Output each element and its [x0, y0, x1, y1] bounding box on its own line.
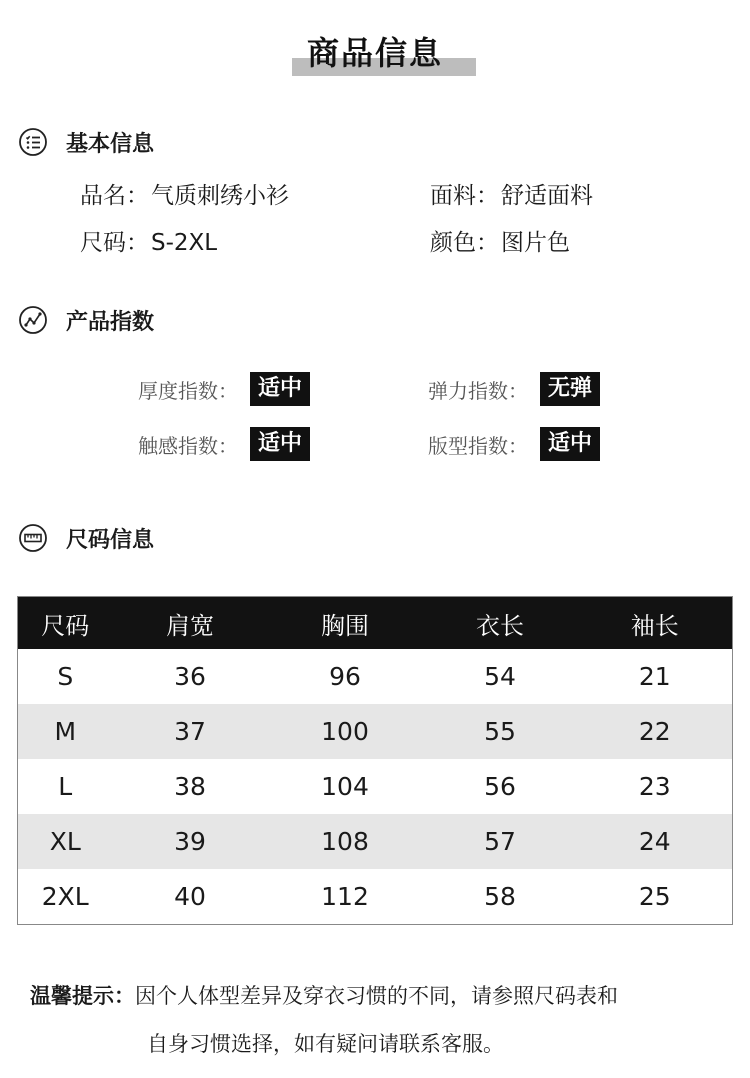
table-cell: 2XL: [41, 882, 89, 911]
table-cell: M: [18, 704, 113, 759]
index-item-thickness: [138, 371, 310, 407]
info-value: 图片色: [501, 230, 570, 256]
table-cell: 37: [113, 704, 268, 759]
index-value-badge: 无弹: [540, 372, 600, 406]
info-item-size: [80, 227, 217, 259]
page-title: 商品信息: [306, 34, 443, 72]
section-title: 基本信息: [66, 131, 155, 157]
table-cell: 57: [423, 814, 578, 869]
info-value: 气质刺绣小衫: [151, 183, 289, 209]
tip-text: 因个人体型差异及穿衣习惯的不同，请参照尺码表和: [135, 984, 618, 1008]
page-title-block: [0, 30, 750, 80]
table-cell: S: [57, 662, 74, 691]
index-item-fit: [428, 426, 600, 462]
table-cell: 56: [484, 772, 516, 801]
index-value-badge: 适中: [250, 427, 310, 461]
table-cell: 38: [174, 772, 206, 801]
list-icon: [18, 127, 48, 157]
size-table: [17, 596, 733, 925]
tip-line-2: [147, 1028, 504, 1058]
table-row: [18, 814, 733, 869]
info-label: 品名：: [80, 183, 149, 209]
section-title: 尺码信息: [66, 527, 155, 553]
table-row: [18, 704, 733, 759]
index-value-badge: 适中: [540, 427, 600, 461]
info-item-color: [430, 227, 570, 259]
index-label: 弹力指数：: [428, 378, 528, 403]
info-label: 颜色：: [430, 230, 499, 256]
table-row: [18, 649, 733, 704]
index-item-touch: [138, 426, 310, 462]
index-label: 触感指数：: [138, 433, 238, 458]
tip-line-1: [30, 980, 618, 1010]
index-value-badge: 适中: [250, 372, 310, 406]
table-cell: 96: [329, 662, 361, 691]
table-header-row: [18, 597, 733, 650]
column-header: 衣长: [423, 597, 578, 650]
column-header: 袖长: [578, 597, 733, 650]
section-basic-info: [18, 126, 154, 158]
trend-chart-icon: [18, 305, 48, 335]
index-item-elasticity: [428, 371, 600, 407]
table-cell: L: [58, 772, 73, 801]
section-product-index: [18, 304, 154, 336]
index-label: 厚度指数：: [138, 378, 238, 403]
info-label: 尺码：: [80, 230, 149, 256]
tip-text: 自身习惯选择，如有疑问请联系客服。: [147, 1032, 504, 1056]
table-cell: 104: [321, 772, 369, 801]
table-cell: 40: [174, 882, 206, 911]
table-cell: 55: [423, 704, 578, 759]
column-header: 胸围: [268, 597, 423, 650]
section-title: 产品指数: [66, 309, 155, 335]
table-row: [18, 759, 733, 814]
table-cell: 24: [578, 814, 733, 869]
index-label: 版型指数：: [428, 433, 528, 458]
info-label: 面料：: [430, 183, 499, 209]
section-size-info: [18, 522, 154, 554]
table-cell: 100: [268, 704, 423, 759]
info-value: 舒适面料: [501, 183, 593, 209]
table-cell: 54: [484, 662, 516, 691]
table-cell: 25: [638, 882, 671, 911]
table-cell: 58: [484, 882, 516, 911]
table-cell: 112: [321, 882, 369, 911]
table-cell: 39: [113, 814, 268, 869]
ruler-icon: [18, 523, 48, 553]
table-cell: 22: [578, 704, 733, 759]
table-cell: XL: [18, 814, 113, 869]
info-value: S-2XL: [151, 230, 218, 256]
table-cell: 23: [638, 772, 671, 801]
table-row: [18, 869, 733, 925]
table-cell: 108: [268, 814, 423, 869]
column-header: 尺码: [18, 597, 113, 650]
table-cell: 21: [638, 662, 671, 691]
info-item-fabric: [430, 180, 593, 212]
table-cell: 36: [174, 662, 206, 691]
column-header: 肩宽: [113, 597, 268, 650]
tip-label: 温馨提示：: [30, 984, 135, 1008]
info-item-name: [80, 180, 289, 212]
